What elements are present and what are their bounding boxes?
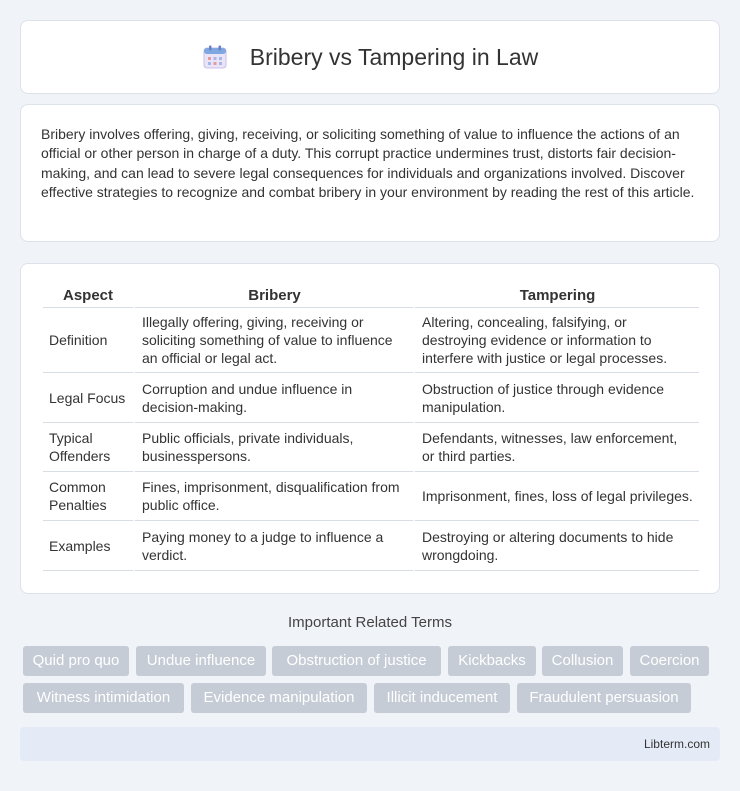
calendar-icon xyxy=(202,44,228,70)
bribery-cell: Fines, imprisonment, disqualification from public office. xyxy=(133,472,413,521)
related-term-tag[interactable]: Obstruction of justice xyxy=(272,646,441,676)
related-term-tag[interactable]: Collusion xyxy=(542,646,623,676)
bribery-cell: Illegally offering, giving, receiving or soliciting something of value to influence an official or legal act. xyxy=(133,308,413,373)
related-term-tag[interactable]: Fraudulent persuasion xyxy=(517,683,691,713)
footer xyxy=(20,727,720,761)
tampering-cell: Destroying or altering documents to hide wrongdoing. xyxy=(413,521,699,571)
bribery-cell: Paying money to a judge to influence a verdict. xyxy=(133,521,413,571)
tampering-cell: Obstruction of justice through evidence manipulation. xyxy=(413,373,699,423)
table-row xyxy=(43,308,699,373)
table-row xyxy=(43,373,699,423)
header-tampering: Tampering xyxy=(413,284,699,308)
aspect-cell: Common Penalties xyxy=(43,472,133,521)
comparison-card xyxy=(20,263,720,594)
aspect-cell: Examples xyxy=(43,521,133,571)
table-row xyxy=(43,423,699,472)
table-row xyxy=(43,521,699,571)
tampering-cell: Defendants, witnesses, law enforcement, or third parties. xyxy=(413,423,699,472)
aspect-cell: Typical Offenders xyxy=(43,423,133,472)
related-term-tag[interactable]: Undue influence xyxy=(136,646,266,676)
intro-paragraph: Bribery involves offering, giving, receiving, or soliciting something of value to influence the actions of an official or other person in charge of a duty. This corrupt practice undermines trust, distorts fair decision-making, and can lead to severe legal consequences for individuals and organizations involved. Discover effective strategies to recognize and combat bribery in your environment by reading the rest of this article. xyxy=(41,126,695,201)
footer-site-link[interactable]: Libterm.com xyxy=(643,737,710,751)
page-title: Bribery vs Tampering in Law xyxy=(249,43,539,70)
bribery-cell: Public officials, private individuals, businesspersons. xyxy=(133,423,413,472)
related-term-tag[interactable]: Illicit inducement xyxy=(374,683,510,713)
related-terms-title: Important Related Terms xyxy=(288,614,452,631)
bribery-cell: Corruption and undue influence in decision-making. xyxy=(133,373,413,423)
table-row xyxy=(43,472,699,521)
related-term-tag[interactable]: Evidence manipulation xyxy=(191,683,367,713)
related-term-tag[interactable]: Coercion xyxy=(630,646,709,676)
related-term-tag[interactable]: Kickbacks xyxy=(448,646,536,676)
aspect-cell: Definition xyxy=(43,308,133,373)
tampering-cell: Altering, concealing, falsifying, or destroying evidence or information to interfere with justice or legal processes. xyxy=(413,308,699,373)
related-term-tag[interactable]: Witness intimidation xyxy=(23,683,184,713)
tampering-cell: Imprisonment, fines, loss of legal privileges. xyxy=(413,472,699,521)
comparison-table xyxy=(43,284,699,571)
header-aspect: Aspect xyxy=(43,284,133,308)
header-bribery: Bribery xyxy=(133,284,413,308)
intro-card xyxy=(20,104,720,242)
related-term-tag[interactable]: Quid pro quo xyxy=(23,646,129,676)
header-card xyxy=(20,20,720,94)
table-header-row xyxy=(43,284,699,308)
aspect-cell: Legal Focus xyxy=(43,373,133,423)
